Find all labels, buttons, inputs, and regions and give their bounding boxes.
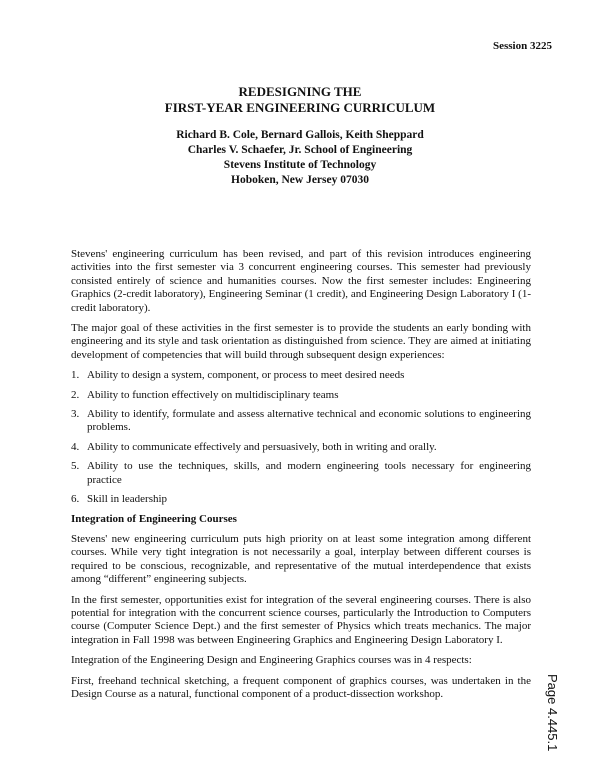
session-label: Session 3225 xyxy=(493,40,552,52)
paper-title xyxy=(0,84,600,116)
list-text: Ability to design a system, component, or process to meet desired needs xyxy=(87,369,405,382)
page-number: Page 4.445.1 xyxy=(545,674,560,752)
title-line-2: FIRST-YEAR ENGINEERING CURRICULUM xyxy=(164,100,436,115)
list-item xyxy=(71,460,531,487)
list-text: Ability to function effectively on multidisciplinary teams xyxy=(87,388,339,401)
list-number: 6. xyxy=(71,493,80,506)
list-number: 4. xyxy=(71,440,80,453)
author-school: Charles V. Schaefer, Jr. School of Engineering xyxy=(187,144,413,156)
list-number: 1. xyxy=(71,369,80,382)
list-text: Ability to identify, formulate and assess alternative technical and economic solutions to engineering problems. xyxy=(87,408,531,434)
list-text: Ability to use the techniques, skills, and modern engineering tools necessary for engineering practice xyxy=(87,460,531,486)
author-institute: Stevens Institute of Technology xyxy=(223,159,377,171)
list-item xyxy=(71,369,531,382)
list-text: Ability to communicate effectively and persuasively, both in writing and orally. xyxy=(87,440,437,453)
list-number: 3. xyxy=(71,408,80,421)
opportunities-paragraph: In the first semester, opportunities exist for integration of the several engineering courses. There is also potential for integration with the concurrent science courses, particularly the Introduction to Computers course (Computer Science Dept.) and the first semester of Physics which treats mechanics. The major integration in Fall 1998 was between Engineering Graphics and Engineering Design Laboratory I. xyxy=(71,593,531,646)
respects-paragraph: Integration of the Engineering Design and Engineering Graphics courses was in 4 respects: xyxy=(71,654,472,667)
competency-list xyxy=(71,369,531,506)
list-number: 5. xyxy=(71,460,80,473)
list-item xyxy=(71,441,531,454)
author-names: Richard B. Cole, Bernard Gallois, Keith Sheppard xyxy=(176,129,424,141)
list-item xyxy=(71,493,531,506)
sketching-paragraph: First, freehand technical sketching, a frequent component of graphics courses, was undertaken in the Design Course as a natural, functional component of a product-dissection workshop. xyxy=(71,674,531,700)
author-block xyxy=(0,128,600,188)
paper-body xyxy=(71,248,531,708)
list-text: Skill in leadership xyxy=(87,493,168,506)
author-location: Hoboken, New Jersey 07030 xyxy=(231,174,369,186)
integration-paragraph: Stevens' new engineering curriculum puts high priority on at least some integration among different courses. While very tight integration is not necessarily a goal, interplay between different courses is required to be conscious, recognizable, and representative of the mutual interdependence that exists among “different” engineering subjects. xyxy=(71,532,531,586)
list-item xyxy=(71,408,531,435)
title-line-1: REDESIGNING THE xyxy=(238,84,362,99)
intro-paragraph: Stevens' engineering curriculum has been revised, and part of this revision introduces engineering activities into the first semester via 3 concurrent engineering courses. This semester had previously consisted entirely of science and humanities courses. Now the first semester includes: Engineering Graphics (2-credit laboratory), Engineering Seminar (1 credit), and Engineering Design Laboratory I (1-credit laboratory). xyxy=(71,248,531,314)
list-number: 2. xyxy=(71,388,80,401)
section-heading: Integration of Engineering Courses xyxy=(71,512,237,525)
list-item xyxy=(71,389,531,402)
goal-paragraph: The major goal of these activities in the first semester is to provide the students an early bonding with engineering and its style and task orientation as distinguished from science. They are aimed at initiating development of competencies that will build through subsequent design experiences: xyxy=(71,322,531,361)
